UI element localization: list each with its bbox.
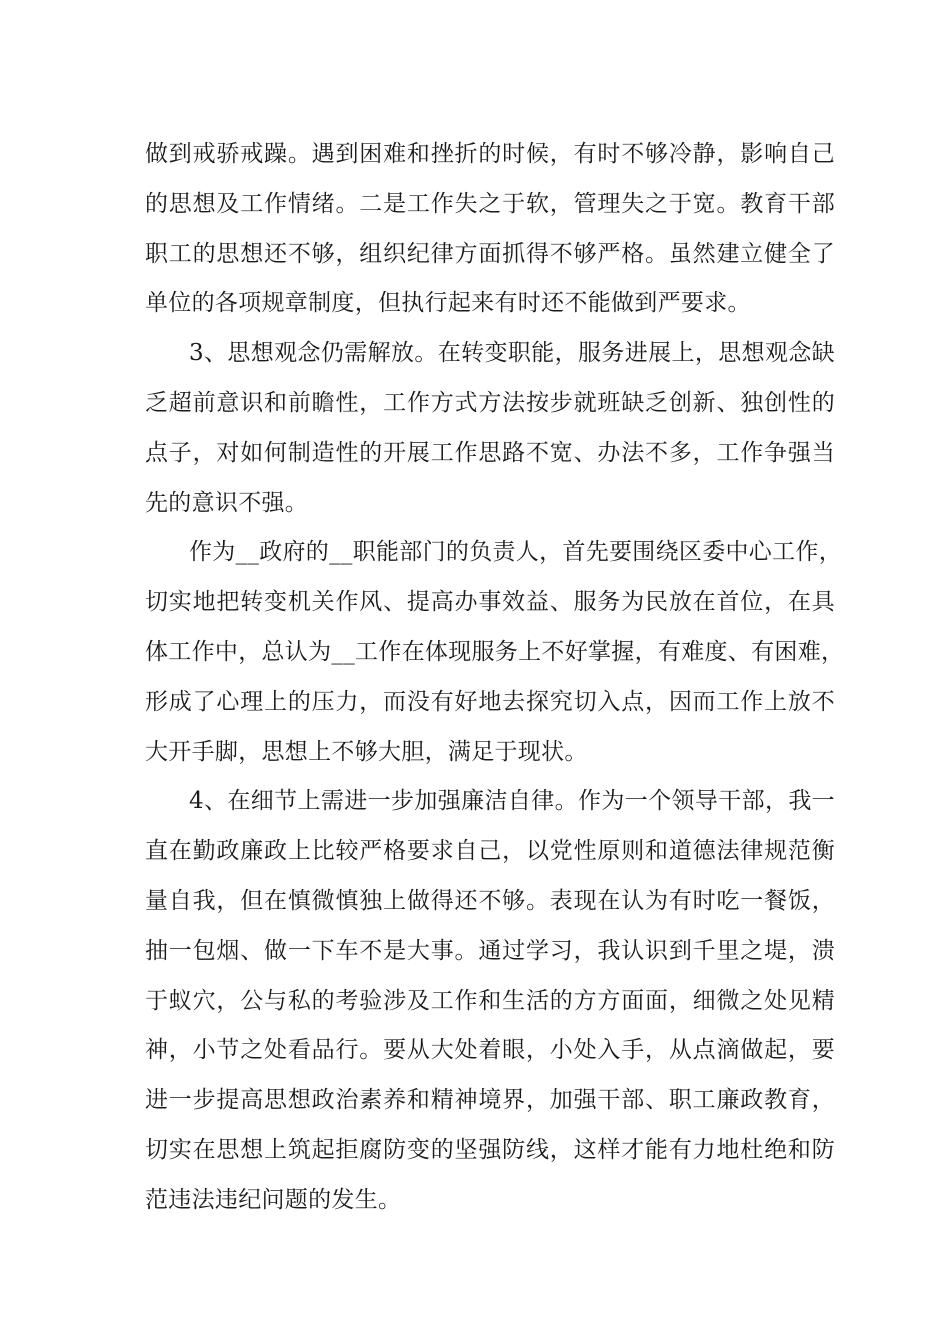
text-line: 体工作中，总认为__工作在体现服务上不好掌握，有难度、有困难，: [145, 638, 845, 665]
text-line: 先的意识不强。: [145, 489, 309, 516]
text-line: 4、在细节上需进一步加强廉洁自律。作为一个领导干部，我一: [189, 788, 835, 815]
text-line: 3、思想观念仍需解放。在转变职能，服务进展上，思想观念缺: [189, 340, 835, 367]
text-line: 形成了心理上的压力，而没有好地去探究切入点，因而工作上放不: [145, 688, 835, 715]
text-line: 作为__政府的__职能部门的负责人，首先要围绕区委中心工作，: [189, 539, 842, 566]
text-line: 范违法违纪问题的发生。: [145, 1186, 402, 1213]
text-line: 进一步提高思想政治素养和精神境界，加强干部、职工廉政教育，: [145, 1087, 835, 1114]
text-line: 切实地把转变机关作风、提高办事效益、服务为民放在首位，在具: [145, 589, 835, 616]
text-line: 切实在思想上筑起拒腐防变的坚强防线，这样才能有力地杜绝和防: [145, 1136, 835, 1163]
paragraph-item-4: [145, 777, 835, 1225]
paragraph-role-reflection: [145, 528, 845, 777]
text-line: 于蚁穴，公与私的考验涉及工作和生活的方方面面，细微之处见精: [145, 987, 835, 1014]
text-line: 乏超前意识和前瞻性，工作方式方法按步就班缺乏创新、独创性的: [145, 389, 835, 416]
text-line: 单位的各项规章制度，但执行起来有时还不能做到严要求。: [145, 290, 751, 317]
text-line: 点子，对如何制造性的开展工作思路不宽、办法不多，工作争强当: [145, 439, 835, 466]
text-line: 大开手脚，思想上不够大胆，满足于现状。: [145, 738, 588, 765]
text-line: 做到戒骄戒躁。遇到困难和挫折的时候，有时不够冷静，影响自己: [145, 141, 835, 167]
text-line: 抽一包烟、做一下车不是大事。通过学习，我认识到千里之堤，溃: [145, 937, 835, 964]
paragraph-item-3: [145, 329, 835, 528]
text-line: 的思想及工作情绪。二是工作失之于软，管理失之于宽。教育干部: [145, 190, 835, 217]
paragraph-continuation: [145, 130, 835, 329]
document-body: [145, 130, 845, 1226]
text-line: 职工的思想还不够，组织纪律方面抓得不够严格。虽然建立健全了: [145, 240, 835, 267]
text-line: 量自我，但在慎微慎独上做得还不够。表现在认为有时吃一餐饭，: [145, 887, 835, 914]
text-line: 直在勤政廉政上比较严格要求自己，以党性原则和道德法律规范衡: [145, 838, 835, 865]
text-line: 神，小节之处看品行。要从大处着眼，小处入手，从点滴做起，要: [145, 1037, 835, 1064]
